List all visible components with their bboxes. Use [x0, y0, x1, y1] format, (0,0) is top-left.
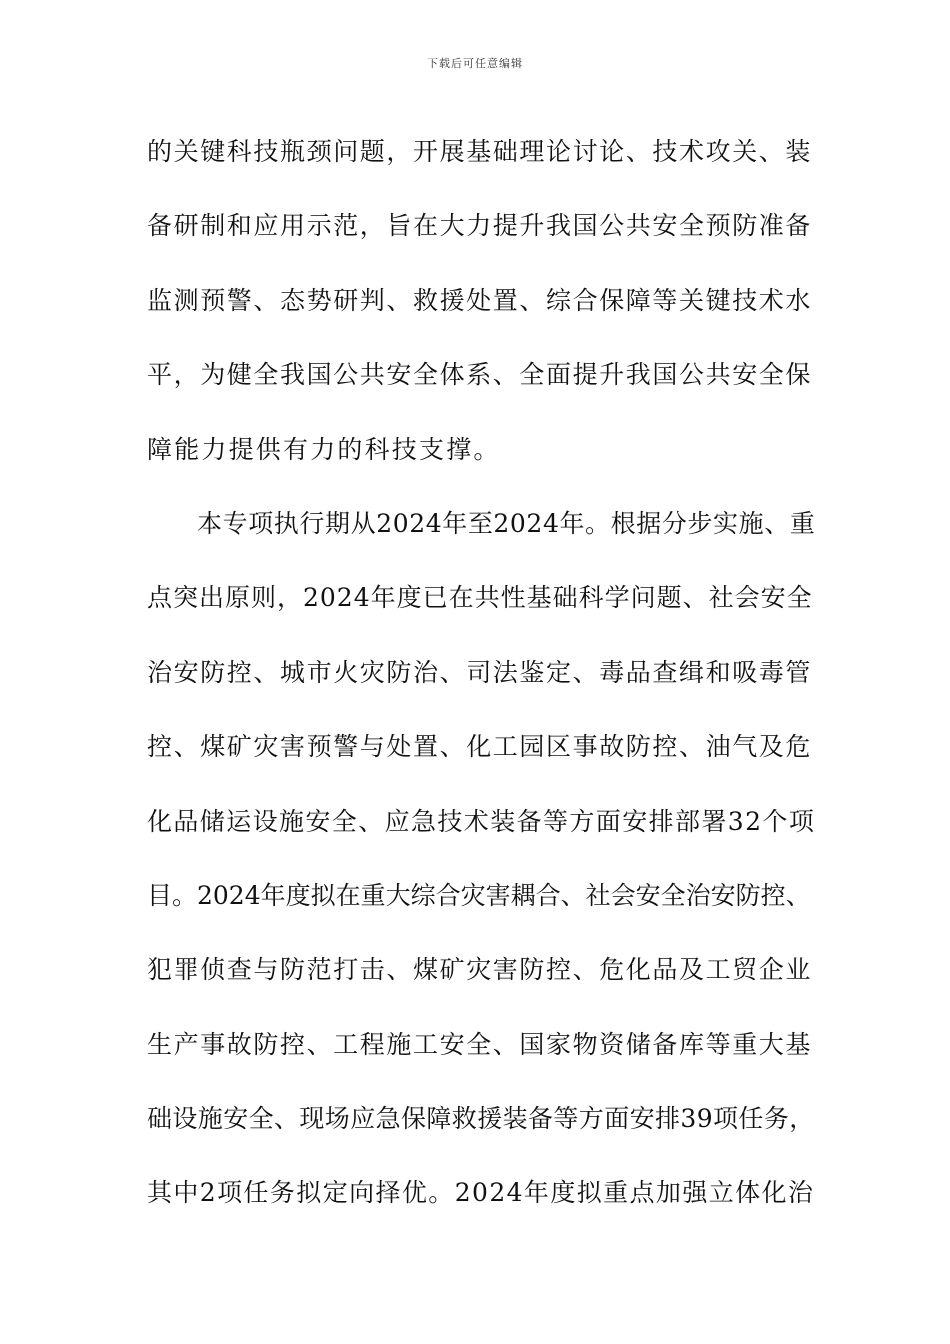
- paragraph-line: 治安防控、城市火灾防治、司法鉴定、毒品查缉和吸毒管: [147, 657, 813, 687]
- paragraph-line: 监测预警、态势研判、救援处置、综合保障等关键技术水: [147, 285, 813, 315]
- paragraph-line: 障能力提供有力的科技支撑。: [147, 434, 501, 464]
- document-body: [147, 130, 815, 1246]
- paragraph-line: 平，为健全我国公共安全体系、全面提升我国公共安全保: [147, 360, 813, 390]
- paragraph-line: 犯罪侦查与防范打击、煤矿灾害防控、危化品及工贸企业: [147, 955, 813, 985]
- paragraph-line: 点突出原则，2024年度已在共性基础科学问题、社会安全: [147, 583, 813, 613]
- paragraph-line: 控、煤矿灾害预警与处置、化工园区事故防控、油气及危: [147, 732, 813, 762]
- paragraph-line: 础设施安全、现场应急保障救援装备等方面安排39项任务，: [147, 1104, 815, 1134]
- paragraph-line: 备研制和应用示范，旨在大力提升我国公共安全预防准备: [147, 211, 813, 241]
- paragraph-line: 的关键科技瓶颈问题，开展基础理论讨论、技术攻关、装: [147, 137, 813, 166]
- paragraph-line-indented: 本专项执行期从2024年至2024年。根据分步实施、重: [197, 508, 816, 538]
- paragraph-line: 目。2024年度拟在重大综合灾害耦合、社会安全治安防控、: [147, 880, 811, 910]
- paragraph-line: 其中2项任务拟定向择优。2024年度拟重点加强立体化治: [147, 1178, 815, 1208]
- page-header: 下载后可任意编辑: [427, 57, 523, 70]
- paragraph-line: 生产事故防控、工程施工安全、国家物资储备库等重大基: [147, 1029, 813, 1059]
- paragraph-line: 化品储运设施安全、应急技术装备等方面安排部署32个项: [147, 806, 816, 836]
